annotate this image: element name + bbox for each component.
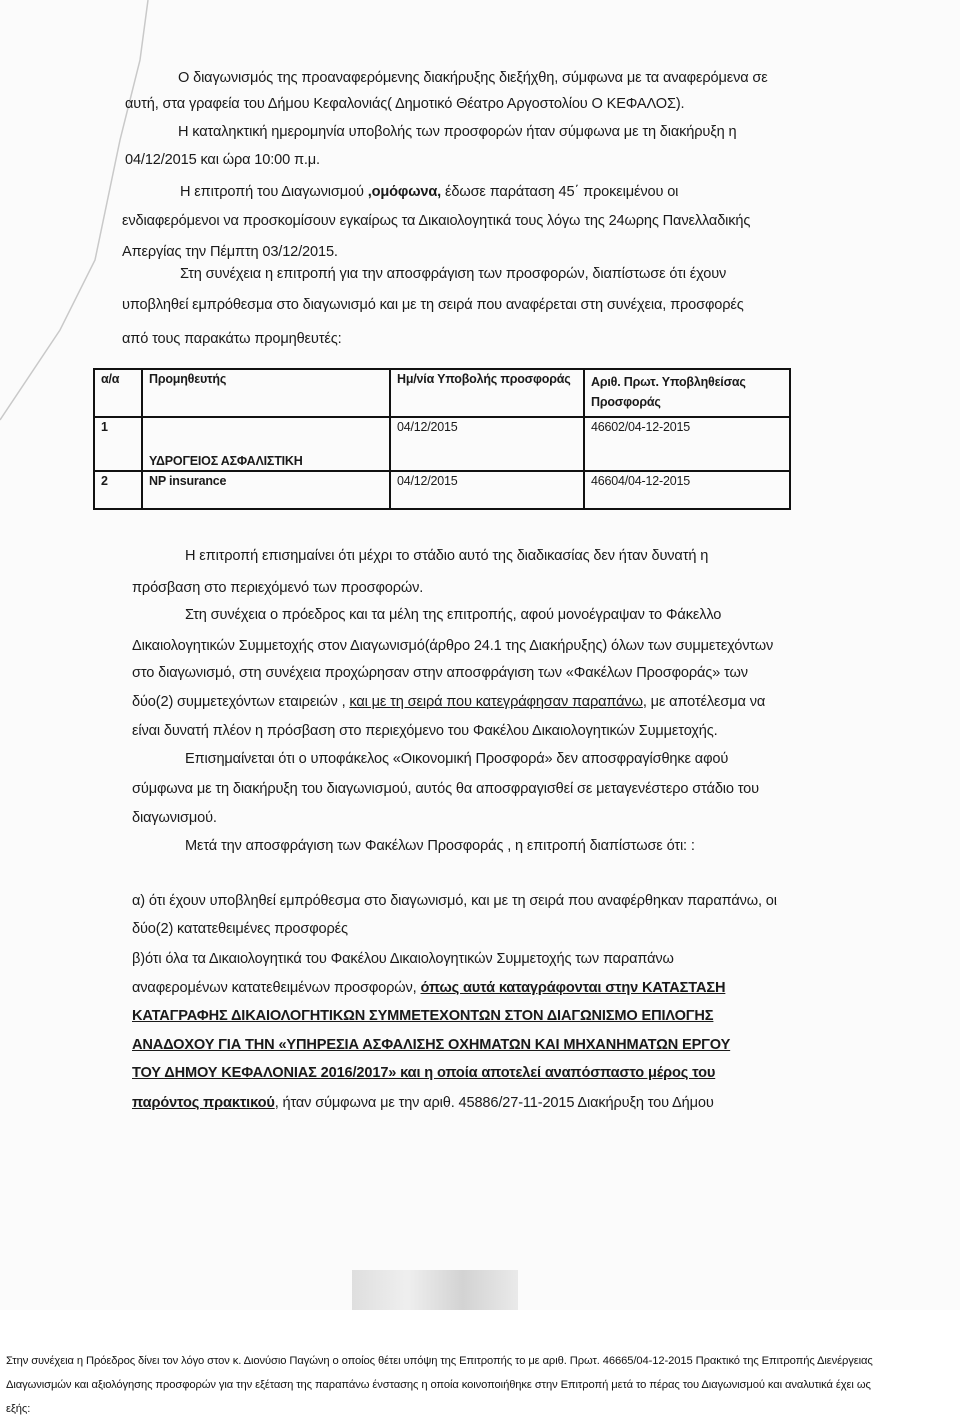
text-line: Ο διαγωνισμός της προαναφερόμενης διακήρυξης διεξήχθη, σύμφωνα με τα αναφερόμενα σε: [178, 70, 768, 86]
text-line: Η καταληκτική ημερομηνία υποβολής των προσφορών ήταν σύμφωνα με τη διακήρυξη η: [178, 124, 737, 140]
emphasis-text: ,ομόφωνα,: [367, 184, 442, 200]
text-line: είναι δυνατή πλέον η πρόσβαση στο περιεχόμενο του Φακέλου Δικαιολογητικών Συμμετοχής.: [132, 723, 718, 739]
footer-line: Διαγωνισμών και αξιολόγησης προσφορών για την εξέταση της παραπάνω ένστασης η οποία κοινοποιήθηκε στην Επιτροπή μετά το πέρας του Διαγωνισμού και αναλυτικά έχει ως: [6, 1379, 871, 1391]
text-line: από τους παρακάτω προμηθευτές:: [122, 331, 342, 347]
text-line: [132, 980, 725, 998]
text-line: [132, 1095, 714, 1113]
text-line: αυτή, στα γραφεία του Δήμου Κεφαλονιάς( Δημοτικό Θέατρο Αργοστολίου Ο ΚΕΦΑΛΟΣ).: [125, 96, 685, 112]
underlined-bold-text: όπως αυτά καταγράφονται στην ΚΑΤΑΣΤΑΣΗ: [420, 980, 726, 996]
text-line: Δικαιολογητικών Συμμετοχής στον Διαγωνισμό(άρθρο 24.1 της Διακήρυξης) όλων των συμμετεχόντων: [132, 638, 774, 654]
text-line: Η επιτροπή επισημαίνει ότι μέχρι το στάδιο αυτό της διαδικασίας δεν ήταν δυνατή η: [185, 548, 709, 564]
header-date: Ημ/νία Υποβολής προσφοράς: [390, 369, 584, 417]
text-line: [180, 184, 678, 202]
underlined-bold-text: παρόντος πρακτικού: [132, 1095, 275, 1111]
text-line: πρόσβαση στο περιεχόμενό των προσφορών.: [132, 580, 424, 596]
cell-protocol: 46604/04-12-2015: [584, 471, 790, 509]
text-line: α) ότι έχουν υποβληθεί εμπρόθεσμα στο διαγωνισμό, και με τη σειρά που αναφέρθηκαν παραπάνω, οι: [132, 893, 777, 909]
text-line: ΑΝΑΔΟΧΟΥ ΓΙΑ ΤΗΝ «ΥΠΗΡΕΣΙΑ ΑΣΦΑΛΙΣΗΣ ΟΧΗΜΑΤΩΝ ΚΑΙ ΜΗΧΑΝΗΜΑΤΩΝ ΕΡΓΟΥ: [132, 1037, 731, 1053]
table-header-row: [94, 369, 790, 417]
footer-line: Στην συνέχεια η Πρόεδρος δίνει τον λόγο στον κ. Διονύσιο Παγώνη ο οποίος θέτει υπόψη της Επιτροπής το με αριθ. Πρωτ. 46665/04-12-2015 Πρακτικό της Επιτροπής Διενέργειας: [6, 1355, 873, 1367]
cell-protocol: 46602/04-12-2015: [584, 417, 790, 471]
underlined-text: και με τη σειρά που κατεγράφησαν παραπάνω: [349, 694, 643, 710]
stamp-artifact: [352, 1270, 518, 1310]
text-span: αναφερομένων κατατεθειμένων προσφορών,: [132, 980, 421, 996]
text-line: 04/12/2015 και ώρα 10:00 π.μ.: [125, 152, 320, 168]
table-row: [94, 417, 790, 471]
text-span: έδωσε παράταση 45΄ προκειμένου οι: [441, 184, 679, 200]
text-line: Επισημαίνεται ότι ο υποφάκελος «Οικονομική Προσφορά» δεν αποσφραγίσθηκε αφού: [185, 751, 729, 767]
text-line: δύο(2) κατατεθειμένες προσφορές: [132, 921, 348, 937]
header-protocol: [584, 369, 790, 417]
header-num: α/α: [94, 369, 142, 417]
text-span: , με αποτέλεσμα να: [642, 694, 766, 710]
text-line: στο διαγωνισμό, στη συνέχεια προχώρησαν στην αποσφράγιση των «Φακέλων Προσφοράς» των: [132, 665, 748, 681]
text-line: Απεργίας την Πέμπτη 03/12/2015.: [122, 244, 338, 260]
text-line: β)ότι όλα τα Δικαιολογητικά του Φακέλου Δικαιολογητικών Συμμετοχής των παραπάνω: [132, 951, 674, 967]
cell-date: 04/12/2015: [390, 471, 584, 509]
cell-num: 1: [94, 417, 142, 471]
header-supplier: Προμηθευτής: [142, 369, 390, 417]
offers-table: [93, 368, 791, 510]
text-span: Η επιτροπή του Διαγωνισμού: [180, 184, 368, 200]
cell-num: 2: [94, 471, 142, 509]
text-line: διαγωνισμού.: [132, 810, 217, 826]
footer-line: εξής:: [6, 1403, 31, 1415]
text-line: Μετά την αποσφράγιση των Φακέλων Προσφοράς , η επιτροπή διαπίστωσε ότι: :: [185, 838, 695, 854]
text-span: δύο(2) συμμετεχόντων εταιρειών ,: [132, 694, 350, 710]
cell-date: 04/12/2015: [390, 417, 584, 471]
text-line: σύμφωνα με τη διακήρυξη του διαγωνισμού, αυτός θα αποσφραγισθεί σε μεταγενέστερο στάδιο του: [132, 781, 759, 797]
header-protocol-line2: Προσφοράς: [591, 395, 661, 409]
header-protocol-line1: Αριθ. Πρωτ. Υποβληθείσας: [591, 375, 746, 389]
text-line: υποβληθεί εμπρόθεσμα στο διαγωνισμό και με τη σειρά που αναφέρεται στη συνέχεια, προσφορές: [122, 297, 744, 313]
text-line: [132, 694, 765, 712]
cell-supplier: ΥΔΡΟΓΕΙΟΣ ΑΣΦΑΛΙΣΤΙΚΗ: [142, 417, 390, 471]
text-line: Στη συνέχεια ο πρόεδρος και τα μέλη της επιτροπής, αφού μονοέγραψαν το Φάκελλο: [185, 607, 722, 623]
text-line: Στη συνέχεια η επιτροπή για την αποσφράγιση των προσφορών, διαπίστωσε ότι έχουν: [180, 266, 727, 282]
text-span: , ήταν σύμφωνα με την αριθ. 45886/27-11-2015 Διακήρυξη του Δήμου: [274, 1095, 714, 1111]
text-line: ΚΑΤΑΓΡΑΦΗΣ ΔΙΚΑΙΟΛΟΓΗΤΙΚΩΝ ΣΥΜΜΕΤΕΧΟΝΤΩΝ ΣΤΟΝ ΔΙΑΓΩΝΙΣΜΟ ΕΠΙΛΟΓΗΣ: [132, 1008, 714, 1024]
text-line: ΤΟΥ ΔΗΜΟΥ ΚΕΦΑΛΟΝΙΑΣ 2016/2017» και η οποία αποτελεί αναπόσπαστο μέρος του: [132, 1065, 716, 1081]
table-row: [94, 471, 790, 509]
cell-supplier: NP insurance: [142, 471, 390, 509]
text-line: ενδιαφερόμενοι να προσκομίσουν εγκαίρως τα Δικαιολογητικά τους λόγω της 24ωρης Πανελλαδικής: [122, 213, 751, 229]
